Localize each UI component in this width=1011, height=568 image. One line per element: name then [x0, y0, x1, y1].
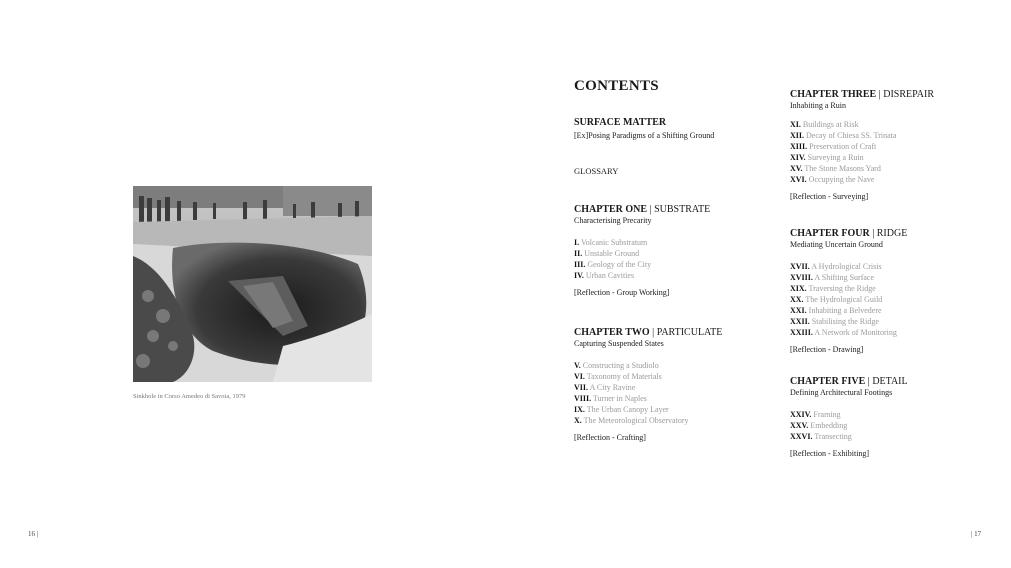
chapter-subtitle: Mediating Uncertain Ground — [790, 240, 883, 249]
chapter-reflection[interactable]: [Reflection - Surveying] — [790, 192, 869, 201]
toc-item[interactable]: XI. Buildings at Risk — [790, 120, 859, 129]
contents-column-right — [790, 88, 990, 459]
contents-heading: CONTENTS — [574, 78, 659, 94]
toc-item[interactable]: XVII. A Hydrological Crisis — [790, 262, 882, 271]
chapter-title[interactable]: CHAPTER THREE | DISREPAIR — [790, 89, 935, 100]
section-surface-matter — [574, 116, 774, 141]
chapter-label: CHAPTER ONE — [574, 204, 648, 215]
toc-item[interactable]: XX. The Hydrological Guild — [790, 295, 883, 304]
chapter-label: CHAPTER TWO — [574, 327, 650, 338]
section-glossary — [574, 166, 774, 176]
chapter-four-items — [790, 261, 990, 338]
sinkhole-photo — [133, 186, 372, 382]
chapter-name: PARTICULATE — [656, 327, 723, 338]
section-subtitle: [Ex]Posing Paradigms of a Shifting Ground — [574, 131, 715, 140]
toc-item[interactable]: VIII. Turner in Naples — [574, 394, 647, 403]
chapter-three — [790, 88, 990, 202]
toc-item[interactable]: II. Unstable Ground — [574, 249, 640, 258]
toc-item[interactable]: IX. The Urban Canopy Layer — [574, 405, 669, 414]
chapter-five-items — [790, 409, 990, 442]
toc-item[interactable]: X. The Meteorological Observatory — [574, 416, 689, 425]
toc-item[interactable]: XXV. Embedding — [790, 421, 848, 430]
chapter-one-items — [574, 237, 774, 281]
toc-item[interactable]: XXIII. A Network of Monitoring — [790, 328, 897, 337]
toc-item[interactable]: XVIII. A Shifting Surface — [790, 273, 875, 282]
chapter-name: DISREPAIR — [883, 89, 935, 100]
chapter-name: SUBSTRATE — [654, 204, 711, 215]
toc-item[interactable]: XV. The Stone Masons Yard — [790, 164, 881, 173]
chapter-two-items — [574, 360, 774, 426]
toc-item[interactable]: XVI. Occupying the Nave — [790, 175, 875, 184]
toc-item[interactable]: XIV. Surveying a Ruin — [790, 153, 864, 162]
toc-item[interactable]: XXIV. Framing — [790, 410, 841, 419]
toc-item[interactable]: V. Constructing a Studiolo — [574, 361, 659, 370]
page-number-left: 16 | — [28, 530, 39, 538]
chapter-reflection[interactable]: [Reflection - Drawing] — [790, 345, 864, 354]
photo-caption: Sinkhole in Corso Amedeo di Savoia, 1979 — [133, 393, 246, 400]
chapter-name: RIDGE — [876, 228, 908, 239]
chapter-reflection[interactable]: [Reflection - Group Working] — [574, 288, 670, 297]
toc-item[interactable]: XXI. Inhabiting a Belvedere — [790, 306, 882, 315]
chapter-label: CHAPTER FIVE — [790, 376, 866, 387]
toc-item[interactable]: IV. Urban Cavities — [574, 271, 635, 280]
toc-item[interactable]: III. Geology of the City — [574, 260, 652, 269]
chapter-three-items — [790, 119, 990, 185]
chapter-title[interactable]: CHAPTER ONE | SUBSTRATE — [574, 204, 711, 215]
chapter-reflection[interactable]: [Reflection - Exhibiting] — [790, 449, 870, 458]
section-title[interactable]: SURFACE MATTER — [574, 117, 667, 128]
chapter-subtitle: Characterising Precarity — [574, 216, 652, 225]
toc-item[interactable]: XIX. Traversing the Ridge — [790, 284, 876, 293]
toc-item[interactable]: XII. Decay of Chiesa SS. Trinata — [790, 131, 897, 140]
page-number-right: | 17 — [971, 530, 982, 538]
toc-item[interactable]: VII. A City Ravine — [574, 383, 636, 392]
chapter-four — [790, 227, 990, 355]
chapter-title[interactable]: CHAPTER FOUR | RIDGE — [790, 228, 908, 239]
toc-item[interactable]: VI. Taxonomy of Materials — [574, 372, 662, 381]
chapter-label: CHAPTER THREE — [790, 89, 877, 100]
chapter-subtitle: Inhabiting a Ruin — [790, 101, 846, 110]
chapter-title[interactable]: CHAPTER FIVE | DETAIL — [790, 376, 908, 387]
chapter-one — [574, 203, 774, 298]
sinkhole-photo-graphic — [133, 186, 372, 382]
glossary-link[interactable]: GLOSSARY — [574, 166, 619, 176]
chapter-label: CHAPTER FOUR — [790, 228, 870, 239]
chapter-name: DETAIL — [872, 376, 908, 387]
chapter-two — [574, 326, 774, 443]
toc-item[interactable]: I. Volcanic Substratum — [574, 238, 648, 247]
chapter-reflection[interactable]: [Reflection - Crafting] — [574, 433, 646, 442]
chapter-title[interactable]: CHAPTER TWO | PARTICULATE — [574, 327, 723, 338]
chapter-subtitle: Defining Architectural Footings — [790, 388, 893, 397]
chapter-subtitle: Capturing Suspended States — [574, 339, 664, 348]
chapter-five — [790, 375, 990, 459]
toc-item[interactable]: XXVI. Transecting — [790, 432, 852, 441]
toc-item[interactable]: XXII. Stabilising the Ridge — [790, 317, 879, 326]
contents-column-left — [574, 116, 774, 443]
toc-item[interactable]: XIII. Preservation of Craft — [790, 142, 877, 151]
